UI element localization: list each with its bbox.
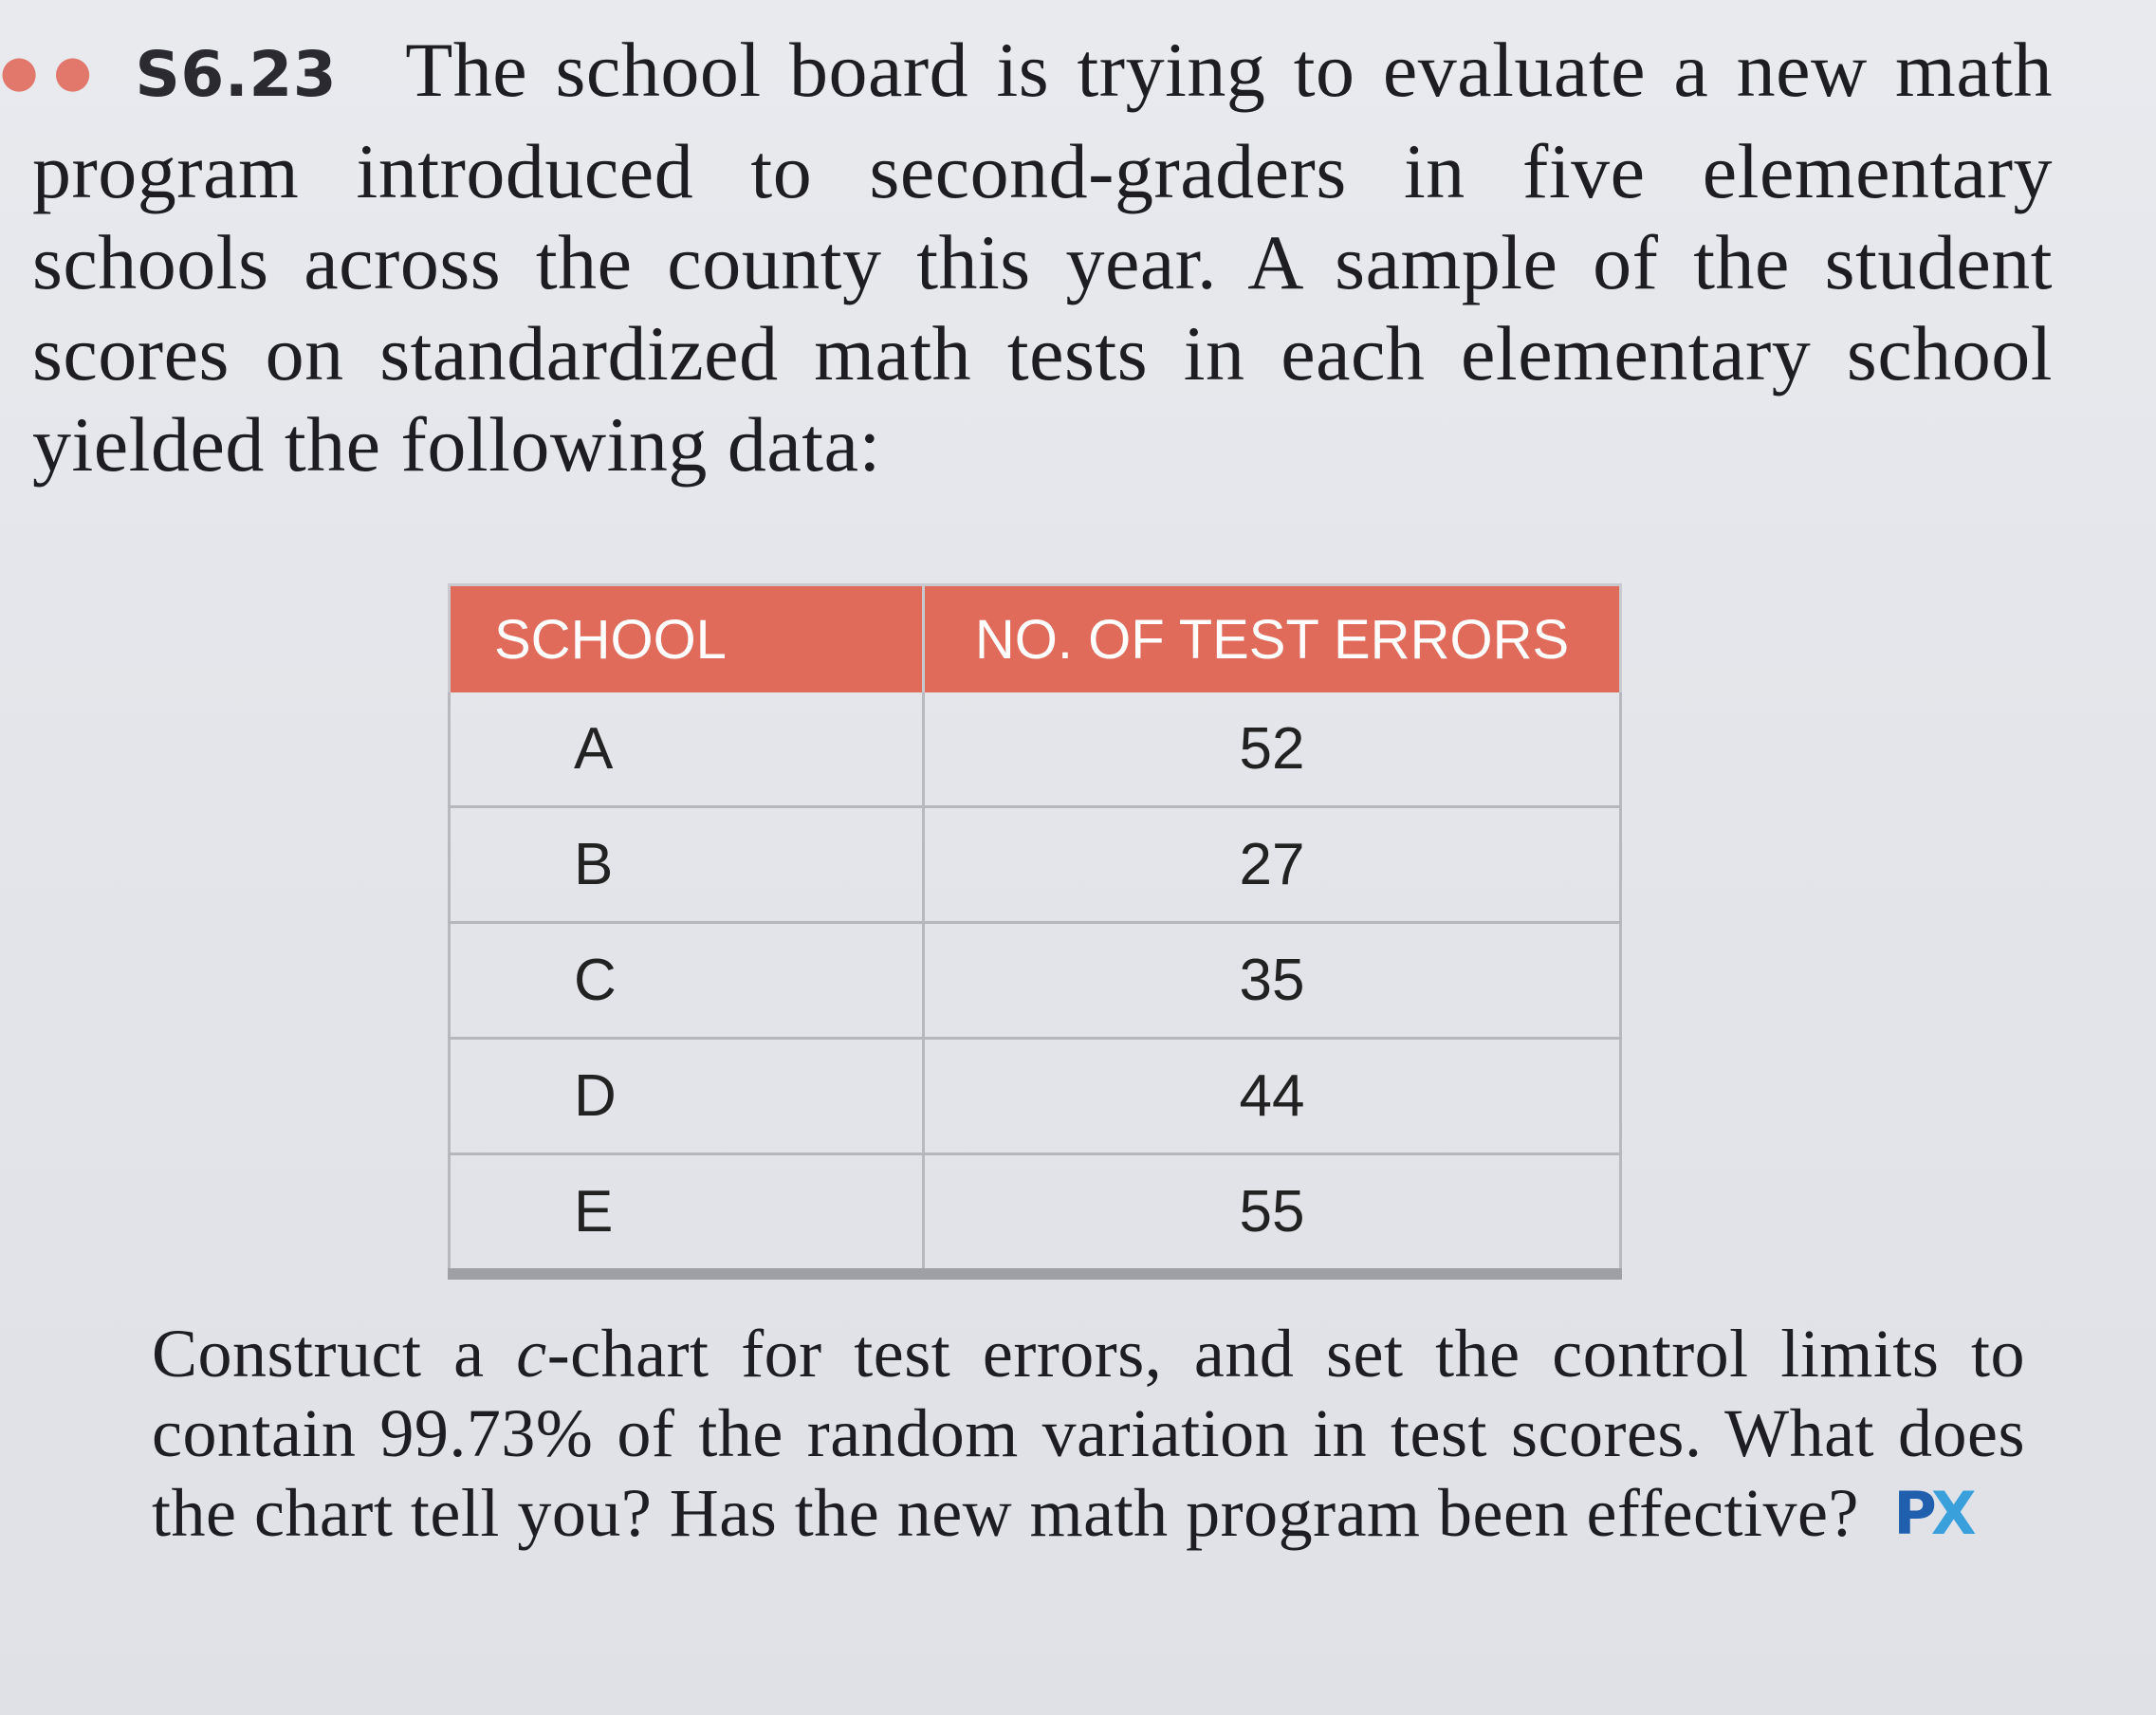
problem-text: The school board is trying to evaluate a new math program introduced to second-graders in five elementary schools across the county this year. A sample of the student scores on standardized math tests in each elementary school yielded the following data: — [32, 27, 2053, 488]
data-table — [448, 583, 1622, 1280]
errors-cell: 44 — [924, 1039, 1621, 1154]
bullet-dots-icon: ●● — [0, 46, 107, 97]
px-logo-p: P — [1893, 1479, 1931, 1548]
school-cell: D — [450, 1039, 924, 1154]
table-row — [450, 923, 1621, 1039]
question-c-italic: c — [516, 1316, 547, 1392]
errors-cell: 27 — [924, 807, 1621, 923]
table-row — [450, 1039, 1621, 1154]
question-part2: -chart for test errors, and set the control limits to contain 99.73% of the random variation in test scores. What does the chart tell you? Has the new math program been effective? — [152, 1316, 2025, 1551]
question-text — [152, 1314, 2025, 1554]
table-header-row — [450, 585, 1621, 693]
px-logo-icon[interactable] — [1893, 1474, 1970, 1554]
errors-cell: 52 — [924, 692, 1621, 807]
errors-cell: 35 — [924, 923, 1621, 1039]
table-row — [450, 1154, 1621, 1275]
header-test-errors: NO. OF TEST ERRORS — [924, 585, 1621, 693]
question-part1: Construct a — [152, 1316, 517, 1392]
school-cell: B — [450, 807, 924, 923]
school-cell: C — [450, 923, 924, 1039]
problem-number: S6.23 — [135, 38, 338, 111]
errors-cell: 55 — [924, 1154, 1621, 1275]
school-cell: A — [450, 692, 924, 807]
table-row — [450, 692, 1621, 807]
school-cell: E — [450, 1154, 924, 1275]
px-logo-x: X — [1930, 1479, 1971, 1548]
problem-statement — [0, 25, 2053, 490]
table-row — [450, 807, 1621, 923]
header-school: SCHOOL — [450, 585, 924, 693]
